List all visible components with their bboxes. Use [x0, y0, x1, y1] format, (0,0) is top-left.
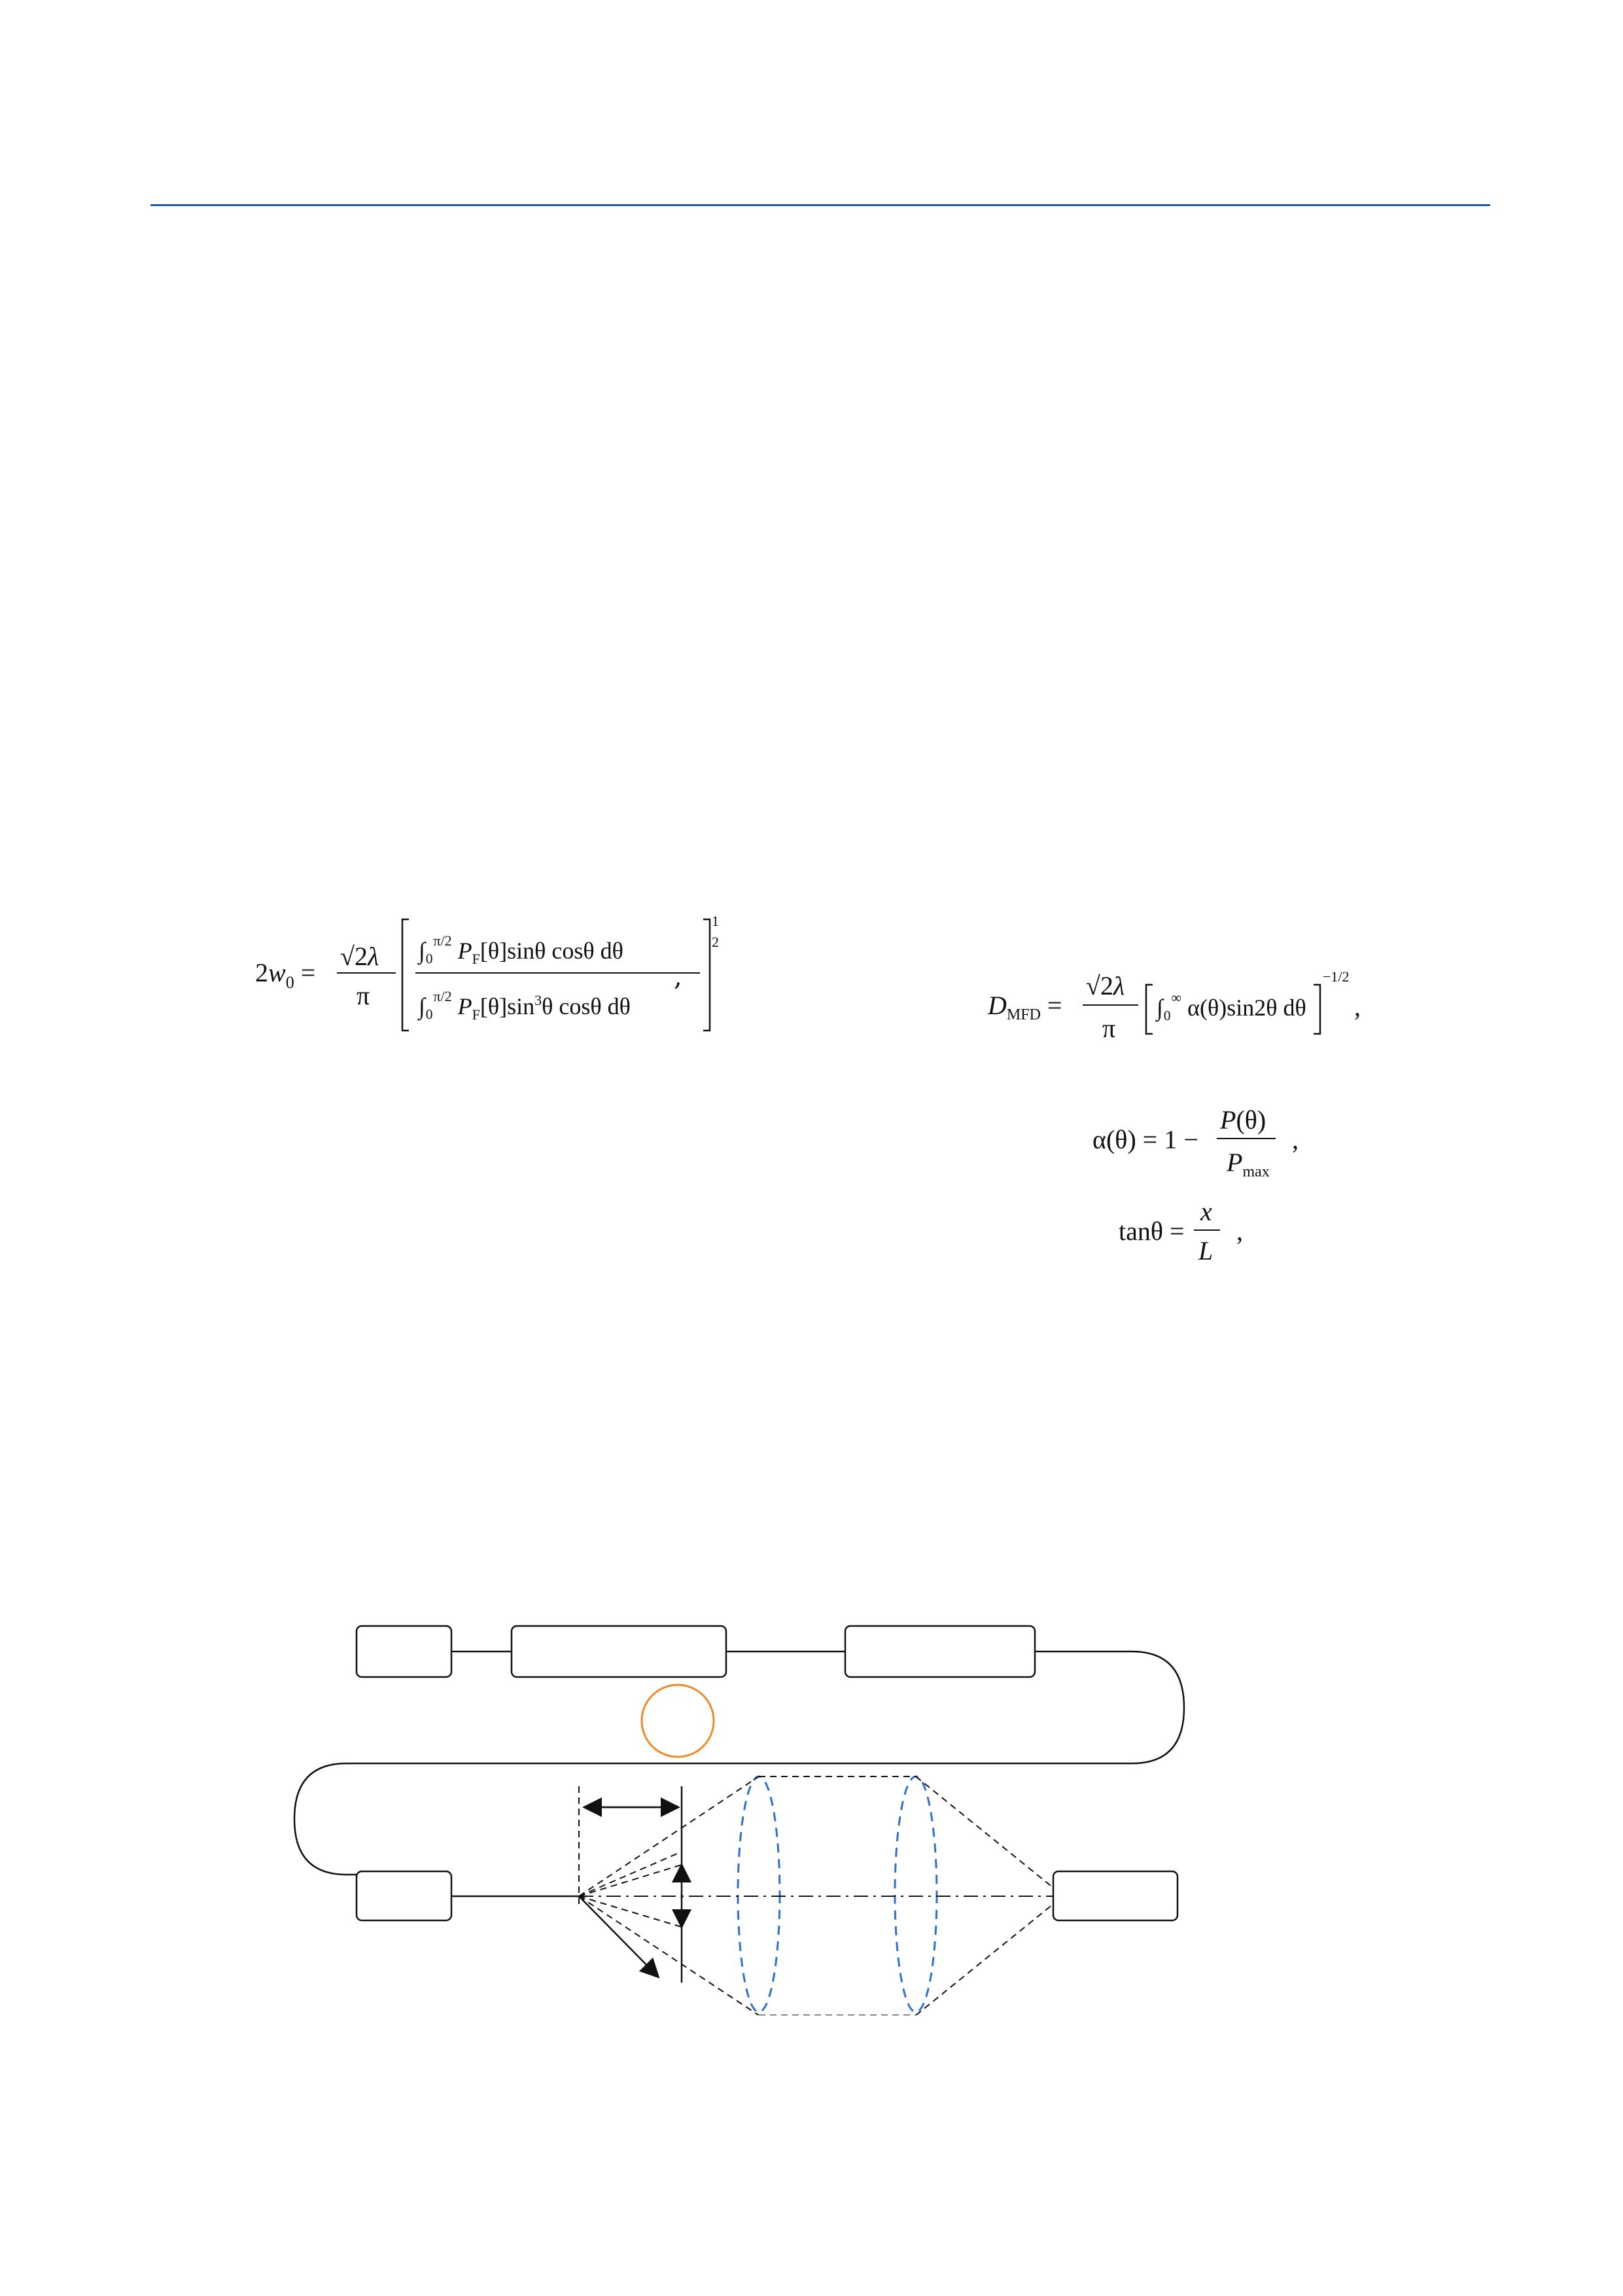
- figure4-diagram: [281, 1597, 1197, 2015]
- box-clamp: [357, 1871, 451, 1920]
- figure3-chart: [510, 268, 1335, 674]
- header-rule: [150, 204, 1490, 206]
- svg-text:−1/2: −1/2: [1323, 968, 1350, 985]
- equation-10: [1112, 1194, 1295, 1273]
- box-detector: [1053, 1871, 1178, 1920]
- svg-text:DMFD =: $D_{MFD}$ =: [988, 991, 1062, 1023]
- svg-text:L: L: [1198, 1236, 1213, 1265]
- svg-text:√2λ: √2λ: [1086, 971, 1125, 1000]
- svg-text:P(θ): P(θ): [1220, 1105, 1266, 1135]
- svg-text:,: ,: [1292, 1125, 1299, 1154]
- svg-text:α(θ) = 1 −: α(θ) = 1 −: [1092, 1125, 1198, 1154]
- svg-text:1: 1: [712, 913, 719, 929]
- svg-text:2w0 =: $2w_0$ =: [255, 958, 316, 992]
- svg-text:π: π: [357, 981, 370, 1010]
- svg-text:∫₀π/2 PF[θ]sin3θ cosθ dθ: ∫₀$^{\pi/2}$ $P_F[\theta]\sin^3\theta$ cosθ dθ: [419, 988, 631, 1023]
- svg-text:π: π: [1102, 1014, 1116, 1043]
- eq7-comma: ,: [674, 962, 682, 992]
- svg-text:Pmax: $P_{max}$: [1227, 1148, 1270, 1180]
- svg-text:x: x: [1200, 1197, 1212, 1226]
- svg-text:√2λ: √2λ: [340, 942, 379, 971]
- svg-text:tanθ =: tanθ =: [1119, 1216, 1185, 1246]
- svg-text:∫₀π/2 PF[θ]sinθ cosθ dθ: ∫₀$^{\pi/2}$ $P_F[\theta]\sin\theta$ cosθ dθ: [419, 932, 623, 967]
- equation-7: [249, 900, 720, 1050]
- box-monochromator: [512, 1626, 726, 1677]
- box-cladding-stripper: [845, 1626, 1035, 1677]
- equation-9: [1086, 1099, 1321, 1184]
- high-order-filter-circle: [642, 1685, 714, 1757]
- equation-8: [981, 962, 1387, 1047]
- svg-text:,: ,: [1354, 992, 1361, 1021]
- box-light-source: [357, 1626, 451, 1677]
- svg-text:2: 2: [712, 934, 719, 950]
- svg-text:∫₀∞ α(θ)sin2θ dθ: ∫₀∞ α(θ)sin2θ dθ: [1157, 989, 1306, 1021]
- svg-text:,: ,: [1236, 1216, 1243, 1246]
